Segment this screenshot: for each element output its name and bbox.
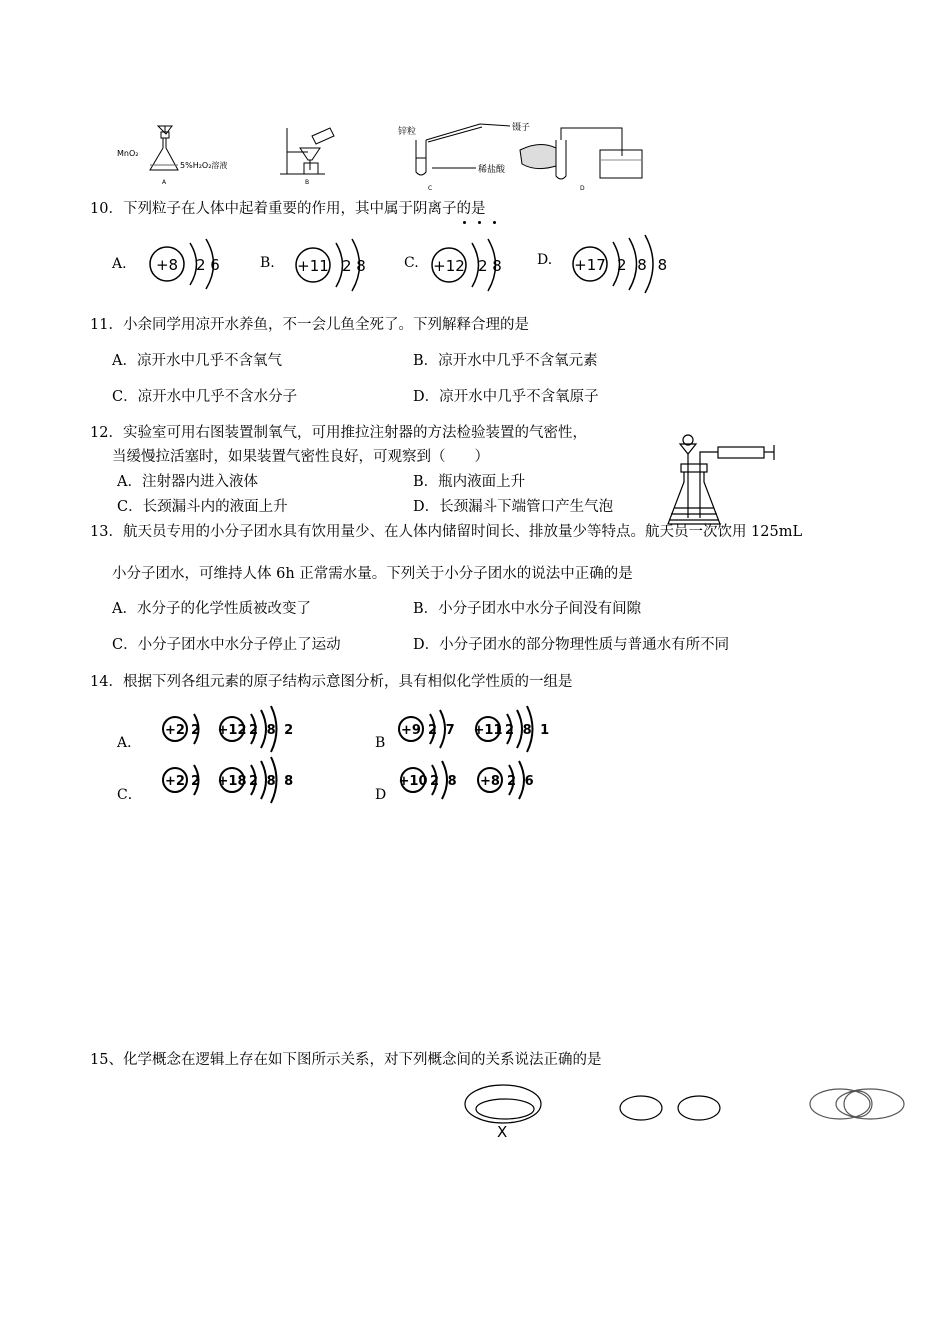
electron-shells: 2 8 2 (249, 723, 296, 738)
q15-relation-diagrams (0, 1080, 950, 1140)
nucleus-charge: +11 (297, 257, 329, 275)
atom-diagram-d (573, 235, 670, 293)
figure-d-apparatus (520, 128, 642, 179)
nucleus-charge: +12 (433, 257, 465, 275)
q11-option-c[interactable]: C．凉开水中几乎不含水分子 (112, 389, 298, 405)
q11-stem: 11．小余同学用凉开水养鱼，不一会儿鱼全死了。下列解释合理的是 (90, 317, 529, 333)
x-label: X (497, 1123, 508, 1141)
electron-shells: 2 7 (428, 723, 457, 738)
atom-diagram-c (432, 239, 502, 291)
q13-option-a[interactable]: A．水分子的化学性质被改变了 (112, 601, 311, 617)
q15-stem: 15、化学概念在逻辑上存在如下图所示关系，对下列概念间的关系说法正确的是 (90, 1052, 602, 1068)
electron-shells: 2 6 (196, 256, 220, 274)
electron-shells: 2 6 (507, 774, 536, 789)
electron-shells: 2 (191, 774, 201, 789)
q13-stem-line1: 13．航天员专用的小分子团水具有饮用量少、在人体内储留时间长、排放量少等特点。航天员一次饮用 125mL (90, 524, 803, 540)
nucleus-charge: +8 (155, 256, 179, 274)
nucleus-charge: +2 (165, 774, 185, 789)
q13-stem-line2: 小分子团水，可维持人体 6h 正常需水量。下列关于小分子团水的说法中正确的是 (112, 566, 633, 582)
q10-stem: 10．下列粒子在人体中起着重要的作用，其中属于阴离子的是 (90, 201, 486, 217)
atom-b2 (474, 706, 552, 752)
emphasis-dot (478, 221, 481, 224)
inclusion-diagram (465, 1085, 541, 1123)
q10-option-b-label[interactable]: B. (260, 255, 275, 271)
q13-option-b[interactable]: B．小分子团水中水分子间没有间隙 (413, 601, 642, 617)
electron-shells: 2 8 (478, 257, 502, 275)
figure-c-label: C (428, 185, 433, 192)
figure-a-flask (150, 126, 178, 170)
overlap-diagram (810, 1089, 904, 1119)
emphasis-dot (463, 221, 466, 224)
q14-atom-diagrams (0, 700, 950, 810)
figure-a-solution: 5%H₂O₂溶液 (180, 161, 228, 170)
q10-option-a-label[interactable]: A. (112, 256, 127, 272)
q10-option-d-label[interactable]: D. (537, 252, 553, 268)
figure-c-tweezers: 镊子 (512, 123, 531, 133)
q11-option-a[interactable]: A．凉开水中几乎不含氧气 (112, 353, 282, 369)
q12-stem-line2: 当缓慢拉活塞时，如果装置气密性良好，可观察到（ ） (112, 449, 489, 465)
q14-stem: 14．根据下列各组元素的原子结构示意图分析，具有相似化学性质的一组是 (90, 674, 573, 690)
atom-d1 (399, 761, 459, 799)
figure-b-label: B (305, 179, 310, 186)
q12-stem-line1: 12．实验室可用右图装置制氧气，可用推拉注射器的方法检验装置的气密性， (90, 425, 587, 441)
q10-option-c-label[interactable]: C. (404, 255, 419, 271)
nucleus-charge: +11 (473, 723, 503, 738)
atom-c2 (218, 757, 296, 803)
electron-shells: 2 (191, 723, 201, 738)
apparatus-figures (0, 0, 950, 190)
nucleus-charge: +8 (480, 774, 500, 789)
q12-option-b[interactable]: B．瓶内液面上升 (413, 474, 526, 490)
nucleus-charge: +10 (398, 774, 428, 789)
atom-a1 (163, 714, 200, 744)
figure-a-reagent: MnO₂ (117, 149, 139, 158)
q14-option-c-label[interactable]: C． (117, 787, 142, 803)
electron-shells: 2 8 8 (617, 256, 671, 274)
nucleus-charge: +2 (165, 723, 185, 738)
nucleus-charge: +9 (401, 723, 421, 738)
electron-shells: 2 8 8 (249, 774, 296, 789)
electron-shells: 2 8 (342, 257, 366, 275)
q14-option-a-label[interactable]: A． (117, 735, 142, 751)
q12-flask-syringe-apparatus (660, 432, 790, 532)
figure-c-zinc: 锌粒 (398, 127, 417, 137)
q11-option-b[interactable]: B．凉开水中几乎不含氧元素 (413, 353, 598, 369)
q12-option-c[interactable]: C．长颈漏斗内的液面上升 (117, 499, 288, 515)
disjoint-diagram (620, 1096, 720, 1120)
atom-diagram-a (150, 239, 220, 289)
atom-diagram-b (296, 239, 366, 291)
electron-shells: 2 8 1 (505, 723, 552, 738)
atom-c1 (163, 765, 200, 795)
q13-option-c[interactable]: C．小分子团水中水分子停止了运动 (112, 637, 341, 653)
q14-option-b-label[interactable]: B (375, 735, 386, 751)
q12-option-d[interactable]: D．长颈漏斗下端管口产生气泡 (413, 499, 614, 515)
nucleus-charge: +12 (217, 723, 247, 738)
q10-atom-diagrams (0, 235, 950, 295)
atom-b1 (399, 710, 457, 748)
figure-b-filtration (280, 128, 334, 174)
q13-option-d[interactable]: D．小分子团水的部分物理性质与普通水有所不同 (413, 637, 730, 653)
nucleus-charge: +17 (574, 256, 606, 274)
atom-d2 (478, 761, 536, 799)
atom-a2 (218, 706, 296, 752)
figure-a-label: A (162, 179, 167, 186)
figure-d-label: D (580, 185, 585, 192)
q14-option-d-label[interactable]: D (375, 787, 387, 803)
figure-c-acid: 稀盐酸 (478, 165, 506, 175)
emphasis-dot (493, 221, 496, 224)
q12-option-a[interactable]: A．注射器内进入液体 (117, 474, 258, 490)
nucleus-charge: +18 (217, 774, 247, 789)
electron-shells: 2 8 (430, 774, 459, 789)
q11-option-d[interactable]: D．凉开水中几乎不含氧原子 (413, 389, 599, 405)
